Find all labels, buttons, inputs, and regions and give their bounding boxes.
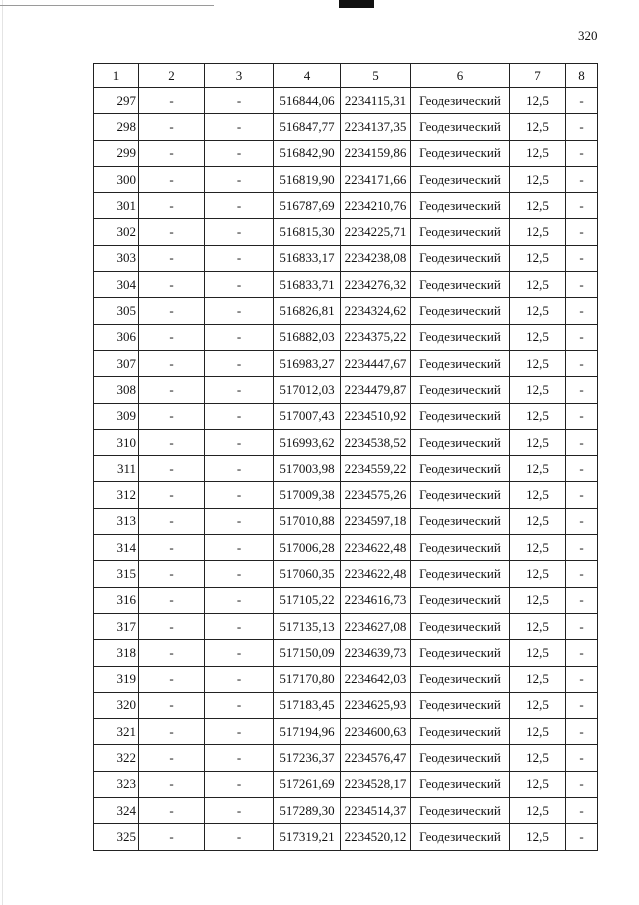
table-row [94,245,598,271]
x-coordinate-cell: 516826,81 [274,298,341,324]
table-row [94,377,598,403]
col8-cell: - [566,482,598,508]
table-body [94,64,598,851]
table-row [94,456,598,482]
x-coordinate-cell: 517261,69 [274,771,341,797]
point-number-cell: 310 [94,429,139,455]
x-coordinate-cell: 517012,03 [274,377,341,403]
accuracy-cell: 12,5 [510,456,566,482]
table-row [94,219,598,245]
x-coordinate-cell: 516819,90 [274,166,341,192]
col2-cell: - [139,324,205,350]
col2-cell: - [139,245,205,271]
point-number-cell: 320 [94,692,139,718]
method-cell: Геодезический [411,403,510,429]
accuracy-cell: 12,5 [510,429,566,455]
table-row [94,613,598,639]
method-cell: Геодезический [411,666,510,692]
x-coordinate-cell: 516787,69 [274,193,341,219]
col8-cell: - [566,403,598,429]
col2-cell: - [139,508,205,534]
x-coordinate-cell: 517319,21 [274,824,341,850]
col2-cell: - [139,719,205,745]
accuracy-cell: 12,5 [510,245,566,271]
col2-cell: - [139,824,205,850]
y-coordinate-cell: 2234375,22 [341,324,411,350]
method-cell: Геодезический [411,456,510,482]
x-coordinate-cell: 516833,71 [274,272,341,298]
point-number-cell: 305 [94,298,139,324]
col3-cell: - [205,245,274,271]
point-number-cell: 318 [94,640,139,666]
table-row [94,745,598,771]
y-coordinate-cell: 2234225,71 [341,219,411,245]
point-number-cell: 298 [94,114,139,140]
col2-cell: - [139,403,205,429]
col8-cell: - [566,298,598,324]
y-coordinate-cell: 2234510,92 [341,403,411,429]
table-row [94,272,598,298]
x-coordinate-cell: 516993,62 [274,429,341,455]
point-number-cell: 319 [94,666,139,692]
accuracy-cell: 12,5 [510,666,566,692]
y-coordinate-cell: 2234597,18 [341,508,411,534]
col2-cell: - [139,166,205,192]
y-coordinate-cell: 2234479,87 [341,377,411,403]
table-row [94,692,598,718]
column-header: 5 [341,64,411,88]
col8-cell: - [566,324,598,350]
x-coordinate-cell: 517003,98 [274,456,341,482]
col3-cell: - [205,561,274,587]
col8-cell: - [566,535,598,561]
point-number-cell: 322 [94,745,139,771]
x-coordinate-cell: 517010,88 [274,508,341,534]
col2-cell: - [139,692,205,718]
point-number-cell: 325 [94,824,139,850]
col8-cell: - [566,193,598,219]
scan-top-line [0,5,214,6]
x-coordinate-cell: 517105,22 [274,587,341,613]
col2-cell: - [139,193,205,219]
col8-cell: - [566,245,598,271]
x-coordinate-cell: 517009,38 [274,482,341,508]
accuracy-cell: 12,5 [510,508,566,534]
x-coordinate-cell: 517006,28 [274,535,341,561]
accuracy-cell: 12,5 [510,640,566,666]
col3-cell: - [205,272,274,298]
col3-cell: - [205,798,274,824]
point-number-cell: 314 [94,535,139,561]
y-coordinate-cell: 2234520,12 [341,824,411,850]
col3-cell: - [205,745,274,771]
col8-cell: - [566,456,598,482]
x-coordinate-cell: 516847,77 [274,114,341,140]
point-number-cell: 321 [94,719,139,745]
accuracy-cell: 12,5 [510,377,566,403]
col2-cell: - [139,298,205,324]
accuracy-cell: 12,5 [510,798,566,824]
col8-cell: - [566,798,598,824]
scan-binding-mark [339,0,374,8]
table-row [94,798,598,824]
point-number-cell: 297 [94,88,139,114]
point-number-cell: 323 [94,771,139,797]
col2-cell: - [139,535,205,561]
method-cell: Геодезический [411,719,510,745]
method-cell: Геодезический [411,745,510,771]
y-coordinate-cell: 2234159,86 [341,140,411,166]
col3-cell: - [205,324,274,350]
col3-cell: - [205,140,274,166]
y-coordinate-cell: 2234625,93 [341,692,411,718]
point-number-cell: 316 [94,587,139,613]
table-row [94,508,598,534]
table-row [94,666,598,692]
y-coordinate-cell: 2234210,76 [341,193,411,219]
accuracy-cell: 12,5 [510,824,566,850]
point-number-cell: 307 [94,350,139,376]
method-cell: Геодезический [411,771,510,797]
method-cell: Геодезический [411,508,510,534]
method-cell: Геодезический [411,114,510,140]
col3-cell: - [205,403,274,429]
col2-cell: - [139,377,205,403]
y-coordinate-cell: 2234576,47 [341,745,411,771]
col8-cell: - [566,745,598,771]
col3-cell: - [205,456,274,482]
accuracy-cell: 12,5 [510,219,566,245]
accuracy-cell: 12,5 [510,350,566,376]
col3-cell: - [205,350,274,376]
col8-cell: - [566,771,598,797]
point-number-cell: 300 [94,166,139,192]
method-cell: Геодезический [411,140,510,166]
x-coordinate-cell: 516833,17 [274,245,341,271]
table-row [94,771,598,797]
coordinates-table [93,63,598,851]
accuracy-cell: 12,5 [510,324,566,350]
method-cell: Геодезический [411,193,510,219]
table-row [94,719,598,745]
table-row [94,535,598,561]
method-cell: Геодезический [411,640,510,666]
table-row [94,429,598,455]
table-row [94,324,598,350]
table-row [94,298,598,324]
x-coordinate-cell: 516983,27 [274,350,341,376]
col8-cell: - [566,140,598,166]
method-cell: Геодезический [411,824,510,850]
x-coordinate-cell: 517236,37 [274,745,341,771]
col8-cell: - [566,272,598,298]
col2-cell: - [139,561,205,587]
column-header: 1 [94,64,139,88]
col8-cell: - [566,824,598,850]
x-coordinate-cell: 517060,35 [274,561,341,587]
accuracy-cell: 12,5 [510,482,566,508]
accuracy-cell: 12,5 [510,613,566,639]
accuracy-cell: 12,5 [510,771,566,797]
column-header: 8 [566,64,598,88]
method-cell: Геодезический [411,798,510,824]
y-coordinate-cell: 2234238,08 [341,245,411,271]
point-number-cell: 299 [94,140,139,166]
col8-cell: - [566,508,598,534]
point-number-cell: 309 [94,403,139,429]
y-coordinate-cell: 2234276,32 [341,272,411,298]
y-coordinate-cell: 2234115,31 [341,88,411,114]
point-number-cell: 302 [94,219,139,245]
table-row [94,88,598,114]
col8-cell: - [566,613,598,639]
col3-cell: - [205,666,274,692]
point-number-cell: 315 [94,561,139,587]
column-header: 3 [205,64,274,88]
col8-cell: - [566,377,598,403]
col2-cell: - [139,350,205,376]
accuracy-cell: 12,5 [510,719,566,745]
col3-cell: - [205,613,274,639]
col3-cell: - [205,219,274,245]
col2-cell: - [139,140,205,166]
accuracy-cell: 12,5 [510,745,566,771]
x-coordinate-cell: 517170,80 [274,666,341,692]
accuracy-cell: 12,5 [510,166,566,192]
method-cell: Геодезический [411,587,510,613]
x-coordinate-cell: 516842,90 [274,140,341,166]
col8-cell: - [566,219,598,245]
y-coordinate-cell: 2234538,52 [341,429,411,455]
y-coordinate-cell: 2234559,22 [341,456,411,482]
method-cell: Геодезический [411,482,510,508]
method-cell: Геодезический [411,535,510,561]
method-cell: Геодезический [411,377,510,403]
x-coordinate-cell: 516844,06 [274,88,341,114]
col8-cell: - [566,640,598,666]
col3-cell: - [205,692,274,718]
accuracy-cell: 12,5 [510,561,566,587]
method-cell: Геодезический [411,272,510,298]
method-cell: Геодезический [411,613,510,639]
col2-cell: - [139,587,205,613]
point-number-cell: 313 [94,508,139,534]
col2-cell: - [139,745,205,771]
col3-cell: - [205,535,274,561]
accuracy-cell: 12,5 [510,587,566,613]
col3-cell: - [205,771,274,797]
method-cell: Геодезический [411,245,510,271]
accuracy-cell: 12,5 [510,140,566,166]
col2-cell: - [139,88,205,114]
table-row [94,193,598,219]
col3-cell: - [205,719,274,745]
col2-cell: - [139,666,205,692]
method-cell: Геодезический [411,429,510,455]
col3-cell: - [205,298,274,324]
accuracy-cell: 12,5 [510,403,566,429]
table-row [94,587,598,613]
method-cell: Геодезический [411,692,510,718]
y-coordinate-cell: 2234514,37 [341,798,411,824]
table-row [94,403,598,429]
point-number-cell: 308 [94,377,139,403]
col2-cell: - [139,640,205,666]
method-cell: Геодезический [411,324,510,350]
table-row [94,482,598,508]
accuracy-cell: 12,5 [510,88,566,114]
method-cell: Геодезический [411,88,510,114]
column-header: 4 [274,64,341,88]
col8-cell: - [566,666,598,692]
point-number-cell: 324 [94,798,139,824]
accuracy-cell: 12,5 [510,298,566,324]
point-number-cell: 317 [94,613,139,639]
method-cell: Геодезический [411,350,510,376]
point-number-cell: 311 [94,456,139,482]
table-row [94,350,598,376]
page-number: 320 [578,28,598,43]
y-coordinate-cell: 2234639,73 [341,640,411,666]
col2-cell: - [139,219,205,245]
accuracy-cell: 12,5 [510,272,566,298]
method-cell: Геодезический [411,561,510,587]
col8-cell: - [566,114,598,140]
y-coordinate-cell: 2234447,67 [341,350,411,376]
x-coordinate-cell: 516882,03 [274,324,341,350]
y-coordinate-cell: 2234622,48 [341,561,411,587]
y-coordinate-cell: 2234171,66 [341,166,411,192]
y-coordinate-cell: 2234324,62 [341,298,411,324]
x-coordinate-cell: 517289,30 [274,798,341,824]
table-row [94,114,598,140]
table-row [94,824,598,850]
col2-cell: - [139,482,205,508]
point-number-cell: 312 [94,482,139,508]
col8-cell: - [566,719,598,745]
col2-cell: - [139,456,205,482]
col2-cell: - [139,114,205,140]
x-coordinate-cell: 517183,45 [274,692,341,718]
y-coordinate-cell: 2234627,08 [341,613,411,639]
col2-cell: - [139,429,205,455]
col3-cell: - [205,587,274,613]
col3-cell: - [205,508,274,534]
col3-cell: - [205,88,274,114]
point-number-cell: 304 [94,272,139,298]
accuracy-cell: 12,5 [510,535,566,561]
table-header-row [94,64,598,88]
col3-cell: - [205,166,274,192]
col2-cell: - [139,272,205,298]
column-header: 7 [510,64,566,88]
col3-cell: - [205,482,274,508]
col8-cell: - [566,587,598,613]
scan-edge-line [2,0,3,905]
col3-cell: - [205,377,274,403]
col8-cell: - [566,166,598,192]
table-row [94,140,598,166]
col3-cell: - [205,824,274,850]
accuracy-cell: 12,5 [510,114,566,140]
y-coordinate-cell: 2234616,73 [341,587,411,613]
col8-cell: - [566,561,598,587]
method-cell: Геодезический [411,298,510,324]
y-coordinate-cell: 2234622,48 [341,535,411,561]
y-coordinate-cell: 2234642,03 [341,666,411,692]
x-coordinate-cell: 517194,96 [274,719,341,745]
table-row [94,640,598,666]
y-coordinate-cell: 2234600,63 [341,719,411,745]
col3-cell: - [205,193,274,219]
method-cell: Геодезический [411,219,510,245]
x-coordinate-cell: 517135,13 [274,613,341,639]
col3-cell: - [205,114,274,140]
point-number-cell: 303 [94,245,139,271]
accuracy-cell: 12,5 [510,193,566,219]
y-coordinate-cell: 2234137,35 [341,114,411,140]
table-row [94,561,598,587]
method-cell: Геодезический [411,166,510,192]
point-number-cell: 301 [94,193,139,219]
y-coordinate-cell: 2234575,26 [341,482,411,508]
col3-cell: - [205,429,274,455]
x-coordinate-cell: 517150,09 [274,640,341,666]
y-coordinate-cell: 2234528,17 [341,771,411,797]
x-coordinate-cell: 517007,43 [274,403,341,429]
accuracy-cell: 12,5 [510,692,566,718]
col8-cell: - [566,692,598,718]
x-coordinate-cell: 516815,30 [274,219,341,245]
column-header: 2 [139,64,205,88]
column-header: 6 [411,64,510,88]
table-row [94,166,598,192]
col2-cell: - [139,613,205,639]
point-number-cell: 306 [94,324,139,350]
col2-cell: - [139,798,205,824]
col8-cell: - [566,429,598,455]
col2-cell: - [139,771,205,797]
col8-cell: - [566,350,598,376]
col8-cell: - [566,88,598,114]
col3-cell: - [205,640,274,666]
